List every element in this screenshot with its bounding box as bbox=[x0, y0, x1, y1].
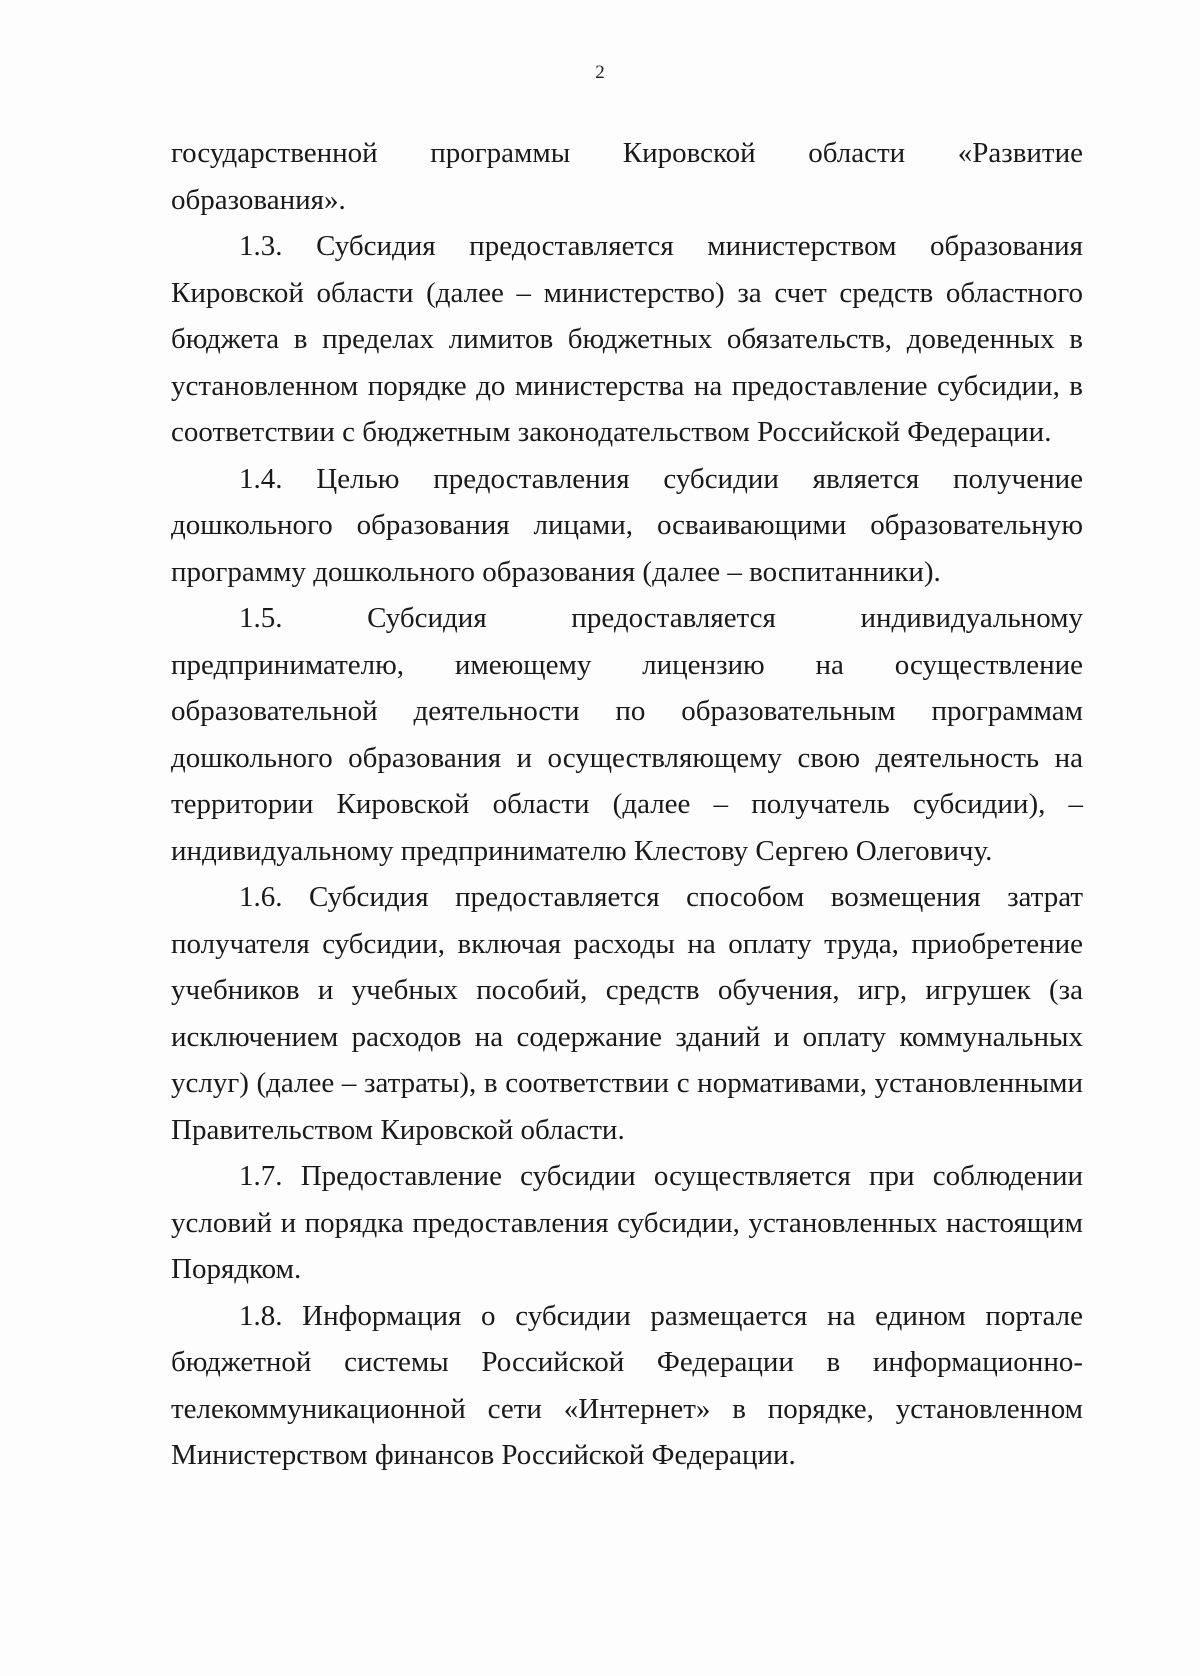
document-body bbox=[171, 130, 1083, 1479]
paragraph-1-5: 1.5. Субсидия предоставляется индивидуальному предпринимателю, имеющему лицензию на осуществление образовательной деятельности по образовательным программам дошкольного образования и осуществляющему свою деятельность на территории Кировской области (далее – получатель субсидии), – индивидуальному предпринимателю Клестову Сергею Олеговичу. bbox=[171, 602, 1083, 867]
paragraph-1-4: 1.4. Целью предоставления субсидии является получение дошкольного образования лицами, осваивающими образовательную программу дошкольного образования (далее – воспитанники). bbox=[171, 462, 1083, 588]
paragraph-1-7: 1.7. Предоставление субсидии осуществляется при соблюдении условий и порядка предоставления субсидии, установленных настоящим Порядком. bbox=[171, 1160, 1083, 1285]
paragraph-1-6: 1.6. Субсидия предоставляется способом возмещения затрат получателя субсидии, включая расходы на оплату труда, приобретение учебников и учебных пособий, средств обучения, игр, игрушек (за исключением расходов на содержание зданий и оплату коммунальных услуг) (далее – затраты), в соответствии с нормативами, установленными Правительством Кировской области. bbox=[171, 881, 1083, 1146]
paragraph-continuation: государственной программы Кировской области «Развитие образования». bbox=[171, 137, 1083, 216]
page-number: 2 bbox=[595, 62, 605, 83]
paragraph-1-3: 1.3. Субсидия предоставляется министерством образования Кировской области (далее – министерство) за счет средств областного бюджета в пределах лимитов бюджетных обязательств, доведенных в установленном порядке до министерства на предоставление субсидии, в соответствии с бюджетным законодательством Российской Федерации. bbox=[171, 230, 1083, 448]
paragraph-1-8: 1.8. Информация о субсидии размещается на едином портале бюджетной системы Российской Федерации в информационно-телекоммуникационной сети «Интернет» в порядке, установленном Министерством финансов Российской Федерации. bbox=[171, 1299, 1083, 1471]
